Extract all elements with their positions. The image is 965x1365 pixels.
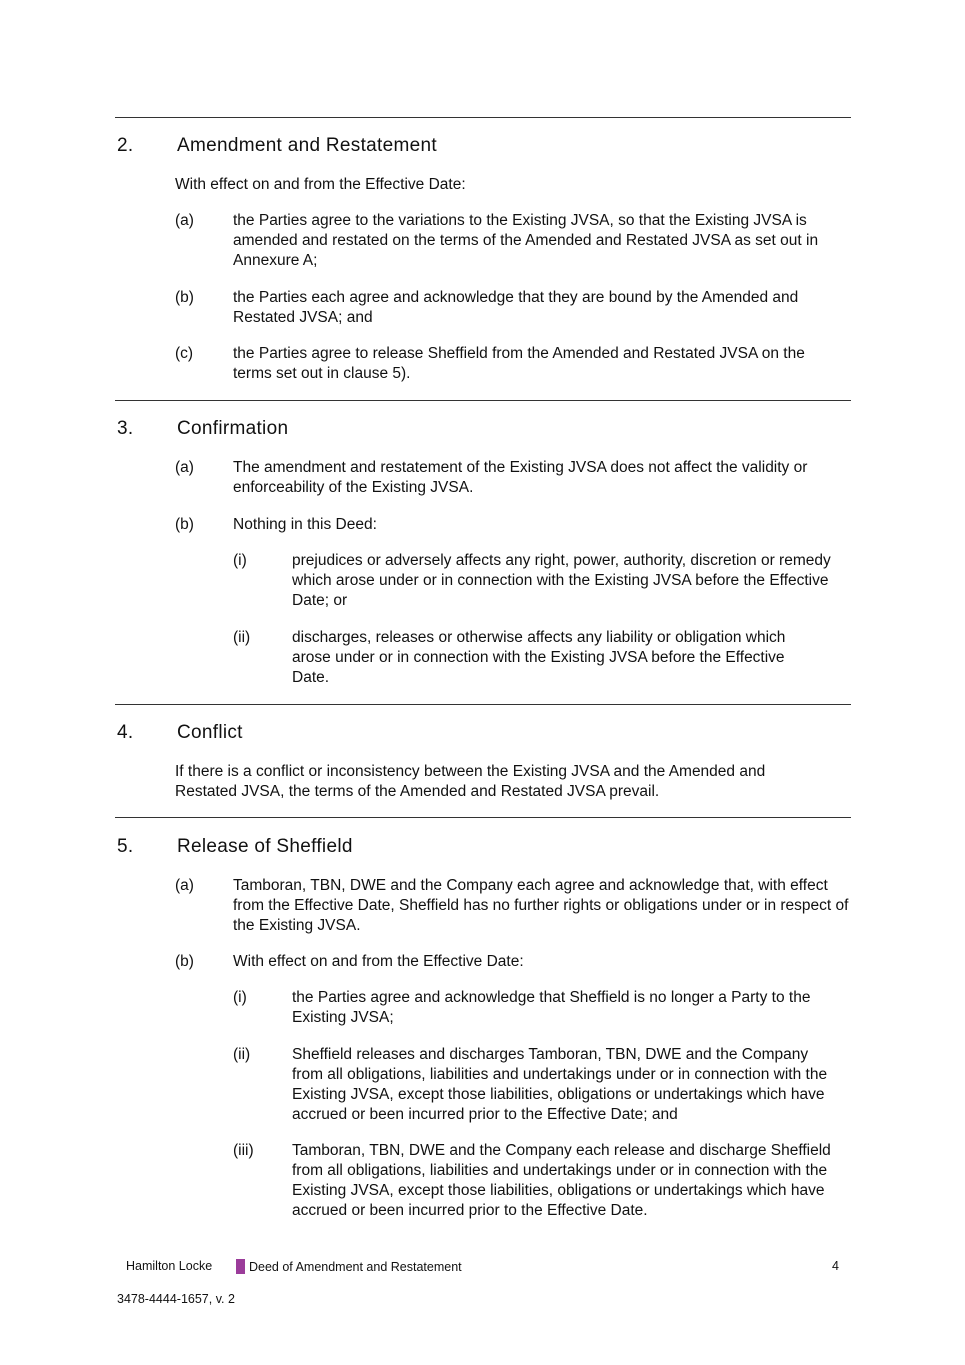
section-number: 4. (117, 722, 134, 743)
subclause-label: (ii) (233, 629, 251, 646)
clause-text: Nothing in this Deed: (233, 516, 377, 533)
clause-label: (a) (175, 459, 194, 476)
section-number: 2. (117, 135, 134, 156)
page-number: 4 (832, 1259, 839, 1273)
clause-text: the Parties each agree and acknowledge that they are bound by the Amended and Restated JVSA; and (233, 289, 799, 326)
clause-label: (b) (175, 516, 194, 533)
clause-label: (b) (175, 289, 194, 306)
section-number: 5. (117, 836, 134, 857)
clause-label: (c) (175, 345, 194, 362)
clause-text: the Parties agree to release Sheffield from the Amended and Restated JVSA on the terms set out in clause 5). (233, 345, 805, 382)
subclause-label: (ii) (233, 1046, 251, 1063)
subclause-label: (iii) (233, 1142, 254, 1159)
footer-accent-bar (236, 1259, 245, 1274)
section-title: Conflict (177, 722, 243, 743)
section-title: Confirmation (177, 418, 289, 439)
clause-label: (a) (175, 212, 194, 229)
clause-label: (b) (175, 953, 194, 970)
subclause-label: (i) (233, 989, 247, 1006)
clause-label: (a) (175, 877, 194, 894)
document-id: 3478-4444-1657, v. 2 (117, 1292, 235, 1306)
footer-document-title-text: Deed of Amendment and Restatement (249, 1260, 462, 1274)
subclause-label: (i) (233, 552, 247, 569)
section-divider (115, 817, 851, 818)
section-divider (115, 400, 851, 401)
subclause-text: Tamboran, TBN, DWE and the Company each release and discharge Sheffield from all obligations, liabilities and undertakings under or in connection with the Existing JVSA, except those liabilities, obligations or undertakings which have accrued or been incurred prior to the Effective Date. (292, 1142, 831, 1219)
clause-text: the Parties agree to the variations to the Existing JVSA, so that the Existing JVSA is amended and restated on the terms of the Amended and Restated JVSA as set out in Annexure A; (233, 212, 819, 269)
clause-text: With effect on and from the Effective Date: (233, 953, 524, 970)
subclause-text: prejudices or adversely affects any right, power, authority, discretion or remedy which arose under or in connection with the Existing JVSA before the Effective Date; or (292, 552, 831, 609)
subclause-text: the Parties agree and acknowledge that Sheffield is no longer a Party to the Existing JVSA; (292, 989, 811, 1026)
section-number: 3. (117, 418, 134, 439)
subclause-text: discharges, releases or otherwise affects any liability or obligation which arose under or in connection with the Existing JVSA before the Effective Date. (292, 629, 786, 686)
clause-text: The amendment and restatement of the Existing JVSA does not affect the validity or enforceability of the Existing JVSA. (233, 459, 808, 496)
section-divider (115, 117, 851, 118)
section-title: Amendment and Restatement (177, 135, 437, 156)
section-intro: If there is a conflict or inconsistency between the Existing JVSA and the Amended and Restated JVSA, the terms of the Amended and Restated JVSA prevail. (175, 763, 766, 800)
subclause-text: Sheffield releases and discharges Tamboran, TBN, DWE and the Company from all obligations, liabilities and undertakings under or in connection with the Existing JVSA, except those liabilities, obligations or undertakings which have accrued or been incurred prior to the Effective Date; and (292, 1046, 828, 1123)
section-intro: With effect on and from the Effective Date: (175, 176, 466, 193)
clause-text: Tamboran, TBN, DWE and the Company each agree and acknowledge that, with effect from the Effective Date, Sheffield has no further rights or obligations under or in respect of the Existing JVSA. (233, 877, 849, 934)
section-title: Release of Sheffield (177, 836, 353, 857)
footer-document-title (236, 1259, 462, 1274)
section-divider (115, 704, 851, 705)
footer-firm: Hamilton Locke (126, 1259, 213, 1273)
